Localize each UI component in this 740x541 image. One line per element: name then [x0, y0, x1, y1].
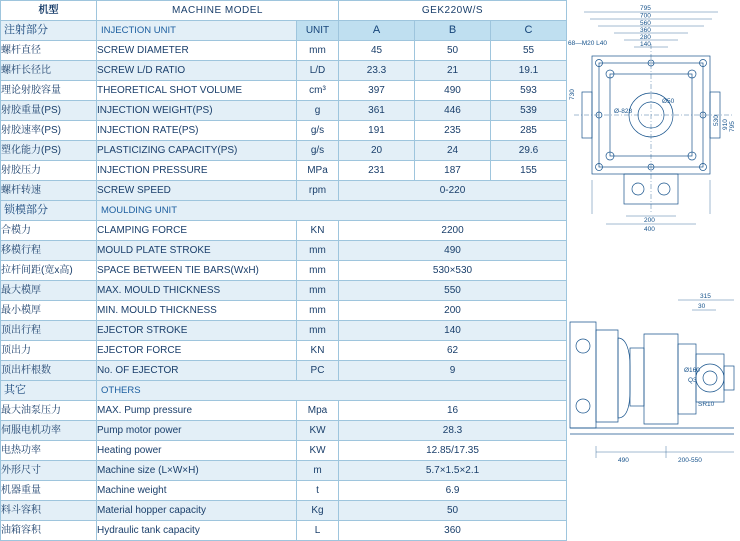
spec-label-cn: 最小模厚 — [1, 301, 97, 321]
spec-label-en: Machine weight — [97, 481, 297, 501]
spec-label-en: SCREW SPEED — [97, 181, 297, 201]
section-header-row — [1, 201, 567, 221]
spec-label-cn: 最大模厚 — [1, 281, 97, 301]
table-row — [1, 41, 567, 61]
dim-140: 140 — [640, 41, 651, 48]
spec-label-en: Machine size (L×W×H) — [97, 461, 297, 481]
spec-unit: Mpa — [297, 401, 339, 421]
spec-label-cn: 顶出杆根数 — [1, 361, 97, 381]
section-title-en: INJECTION UNIT — [97, 21, 297, 41]
spec-label-en: SCREW DIAMETER — [97, 41, 297, 61]
spec-value: 24 — [415, 141, 491, 161]
spec-value-merged: 28.3 — [339, 421, 567, 441]
spec-unit: mm — [297, 321, 339, 341]
spec-unit: Kg — [297, 501, 339, 521]
spec-value: 231 — [339, 161, 415, 181]
spec-label-en: INJECTION RATE(PS) — [97, 121, 297, 141]
table-row — [1, 221, 567, 241]
spec-label-en: SPACE BETWEEN TIE BARS(WxH) — [97, 261, 297, 281]
dim-490: 490 — [618, 457, 629, 464]
spec-label-cn: 拉杆间距(宽x高) — [1, 261, 97, 281]
spec-label-en: EJECTOR STROKE — [97, 321, 297, 341]
spec-unit: KN — [297, 341, 339, 361]
dim-795-right: 795 — [729, 121, 736, 132]
spec-value: 285 — [491, 121, 567, 141]
spec-label-cn: 螺杆长径比 — [1, 61, 97, 81]
spec-value: 20 — [339, 141, 415, 161]
spec-label-en: EJECTOR FORCE — [97, 341, 297, 361]
spec-unit: g/s — [297, 141, 339, 161]
spec-value-merged: 9 — [339, 361, 567, 381]
spec-value-merged: 550 — [339, 281, 567, 301]
spec-value: 191 — [339, 121, 415, 141]
spec-label-en: PLASTICIZING CAPACITY(PS) — [97, 141, 297, 161]
dim-200-550: 200-550 — [678, 457, 702, 464]
model-label-cn: 机型 — [1, 1, 97, 21]
dim-700: 700 — [640, 12, 651, 20]
spec-value-merged: 6.9 — [339, 481, 567, 501]
section-title-en: OTHERS — [97, 381, 567, 401]
spec-unit: g/s — [297, 121, 339, 141]
table-row — [1, 501, 567, 521]
spec-value: 235 — [415, 121, 491, 141]
spec-label-cn: 电热功率 — [1, 441, 97, 461]
spec-value: 187 — [415, 161, 491, 181]
spec-value-merged: 2200 — [339, 221, 567, 241]
dim-360: 360 — [640, 27, 651, 34]
spec-label-cn: 螺杆直径 — [1, 41, 97, 61]
spec-unit: KW — [297, 441, 339, 461]
spec-label-cn: 机器重量 — [1, 481, 97, 501]
spec-label-en: INJECTION PRESSURE — [97, 161, 297, 181]
table-row — [1, 361, 567, 381]
spec-label-en: CLAMPING FORCE — [97, 221, 297, 241]
dim-730: 730 — [569, 89, 576, 100]
dim-560: 560 — [640, 20, 651, 27]
table-row — [1, 61, 567, 81]
spec-label-cn: 最大油泵压力 — [1, 401, 97, 421]
table-row — [1, 461, 567, 481]
dim-sr10: SR10 — [698, 401, 715, 408]
spec-value-merged: 62 — [339, 341, 567, 361]
spec-label-cn: 顶出力 — [1, 341, 97, 361]
spec-label-cn: 油箱容积 — [1, 521, 97, 541]
dim-200: 200 — [644, 217, 655, 224]
table-row — [1, 121, 567, 141]
spec-unit: mm — [297, 281, 339, 301]
spec-unit: KN — [297, 221, 339, 241]
spec-value: 29.6 — [491, 141, 567, 161]
spec-value: 23.3 — [339, 61, 415, 81]
spec-value-merged: 0-220 — [339, 181, 567, 201]
spec-label-en: No. OF EJECTOR — [97, 361, 297, 381]
spec-label-cn: 塑化能力(PS) — [1, 141, 97, 161]
spec-value-merged: 360 — [339, 521, 567, 541]
table-row — [1, 261, 567, 281]
spec-label-en: THEORETICAL SHOT VOLUME — [97, 81, 297, 101]
dim-530: 530 — [713, 115, 720, 126]
spec-value: 155 — [491, 161, 567, 181]
section-title-cn: 注射部分 — [1, 21, 97, 41]
dim-280: 280 — [640, 34, 651, 41]
dim-795: 795 — [640, 5, 651, 12]
table-row — [1, 521, 567, 541]
spec-value: 19.1 — [491, 61, 567, 81]
spec-label-cn: 合模力 — [1, 221, 97, 241]
spec-unit: m — [297, 461, 339, 481]
spec-label-en: MAX. Pump pressure — [97, 401, 297, 421]
spec-value: 446 — [415, 101, 491, 121]
spec-label-cn: 射胶重量(PS) — [1, 101, 97, 121]
spec-value-merged: 16 — [339, 401, 567, 421]
spec-unit: t — [297, 481, 339, 501]
section-header-row — [1, 381, 567, 401]
spec-unit: cm³ — [297, 81, 339, 101]
spec-label-cn: 移模行程 — [1, 241, 97, 261]
table-row — [1, 281, 567, 301]
table-row — [1, 141, 567, 161]
table-row — [1, 341, 567, 361]
spec-label-cn: 理论射胶容量 — [1, 81, 97, 101]
spec-label-en: Pump motor power — [97, 421, 297, 441]
column-header-c: C — [491, 21, 567, 41]
spec-label-cn: 射胶压力 — [1, 161, 97, 181]
dim-8-828: Ø-828 — [614, 108, 633, 115]
dim-400: 400 — [644, 226, 655, 233]
spec-value: 361 — [339, 101, 415, 121]
spec-label-en: Material hopper capacity — [97, 501, 297, 521]
spec-label-en: MOULD PLATE STROKE — [97, 241, 297, 261]
spec-label-cn: 料斗容积 — [1, 501, 97, 521]
spec-value: 45 — [339, 41, 415, 61]
table-row — [1, 181, 567, 201]
table-row — [1, 401, 567, 421]
spec-unit: g — [297, 101, 339, 121]
spec-unit: L/D — [297, 61, 339, 81]
spec-value: 21 — [415, 61, 491, 81]
unit-column-header: UNIT — [297, 21, 339, 41]
spec-unit: PC — [297, 361, 339, 381]
column-header-a: A — [339, 21, 415, 41]
spec-unit: KW — [297, 421, 339, 441]
section-header-row — [1, 21, 567, 41]
spec-value: 50 — [415, 41, 491, 61]
spec-value: 490 — [415, 81, 491, 101]
spec-value-merged: 140 — [339, 321, 567, 341]
table-row — [1, 301, 567, 321]
spec-value-merged: 530×530 — [339, 261, 567, 281]
section-title-cn: 其它 — [1, 381, 97, 401]
model-name: GEK220W/S — [339, 1, 567, 21]
spec-unit: mm — [297, 301, 339, 321]
dim-30: 30 — [698, 303, 706, 310]
table-row — [1, 481, 567, 501]
spec-value-merged: 5.7×1.5×2.1 — [339, 461, 567, 481]
table-row — [1, 81, 567, 101]
spec-label-cn: 螺杆转速 — [1, 181, 97, 201]
table-row — [1, 101, 567, 121]
spec-label-cn: 顶出行程 — [1, 321, 97, 341]
table-row — [1, 161, 567, 181]
dim-d160: Ø160 — [684, 367, 700, 374]
spec-unit: mm — [297, 261, 339, 281]
dim-315: 315 — [700, 293, 711, 300]
table-row — [1, 441, 567, 461]
spec-label-en: MAX. MOULD THICKNESS — [97, 281, 297, 301]
spec-unit: mm — [297, 241, 339, 261]
spec-value: 397 — [339, 81, 415, 101]
platen-dimension-drawing — [566, 0, 740, 268]
section-title-cn: 锁模部分 — [1, 201, 97, 221]
table-header-model — [1, 1, 567, 21]
spec-label-en: Heating power — [97, 441, 297, 461]
column-header-b: B — [415, 21, 491, 41]
spec-unit: L — [297, 521, 339, 541]
table-row — [1, 321, 567, 341]
spec-label-cn: 伺服电机功率 — [1, 421, 97, 441]
note-bolt-spec: 68—M20 L40 — [568, 40, 608, 47]
note-bore-dia: Ø50 — [662, 98, 675, 105]
dim-q3: Q3 — [688, 377, 697, 384]
spec-value: 539 — [491, 101, 567, 121]
spec-label-en: Hydraulic tank capacity — [97, 521, 297, 541]
spec-value-merged: 50 — [339, 501, 567, 521]
spec-unit: rpm — [297, 181, 339, 201]
spec-label-en: INJECTION WEIGHT(PS) — [97, 101, 297, 121]
spec-value-merged: 200 — [339, 301, 567, 321]
spec-label-cn: 射胶速率(PS) — [1, 121, 97, 141]
technical-drawings-panel — [566, 0, 740, 474]
spec-label-en: SCREW L/D RATIO — [97, 61, 297, 81]
spec-value: 593 — [491, 81, 567, 101]
spec-value-merged: 490 — [339, 241, 567, 261]
table-row — [1, 421, 567, 441]
spec-label-cn: 外形尺寸 — [1, 461, 97, 481]
section-title-en: MOULDING UNIT — [97, 201, 567, 221]
spec-unit: mm — [297, 41, 339, 61]
model-label-en: MACHINE MODEL — [97, 1, 339, 21]
table-row — [1, 241, 567, 261]
spec-value: 55 — [491, 41, 567, 61]
dim-910: 910 — [722, 119, 729, 130]
spec-unit: MPa — [297, 161, 339, 181]
spec-value-merged: 12.85/17.35 — [339, 441, 567, 461]
machine-side-view-drawing — [566, 286, 740, 474]
spec-label-en: MIN. MOULD THICKNESS — [97, 301, 297, 321]
